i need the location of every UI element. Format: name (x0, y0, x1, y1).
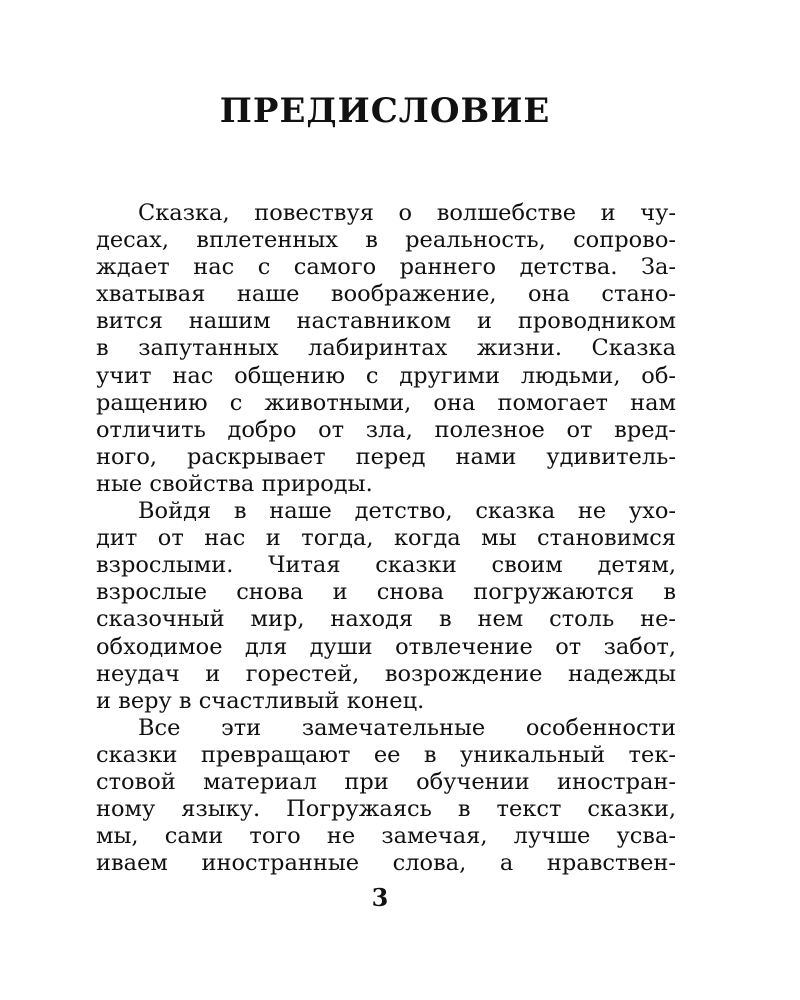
text-line: и веру в счастливый конец. (96, 687, 425, 714)
text-line: взрослыми. Читая сказки своим детям, (96, 552, 676, 579)
text-line: в запутанных лабиринтах жизни. Сказка (96, 335, 676, 362)
text-line: ращению с животными, она помогает нам (96, 389, 676, 416)
preface-text (96, 200, 676, 877)
text-line: обходимое для души отвлечение от забот, (96, 633, 676, 660)
text-line: десах, вплетенных в реальность, сопрово- (96, 227, 676, 254)
text-line: отличить добро от зла, полезное от вред- (96, 416, 676, 443)
text-line: учит нас общению с другими людьми, об- (96, 362, 676, 389)
page-number: 3 (371, 883, 389, 912)
text-line: мы, сами того не замечая, лучше усва- (96, 823, 676, 850)
text-line: ждает нас с самого раннего детства. За- (96, 254, 676, 281)
page-title: ПРЕДИСЛОВИЕ (219, 91, 551, 131)
text-line: вится нашим наставником и проводником (96, 308, 676, 335)
text-line: ного, раскрывает перед нами удивитель- (96, 443, 676, 470)
text-line: взрослые снова и снова погружаются в (96, 579, 676, 606)
text-line: ные свойства природы. (96, 470, 373, 497)
text-line: дит от нас и тогда, когда мы становимся (96, 525, 676, 552)
text-line: стовой материал при обучении иностран- (96, 768, 676, 795)
text-line: сказочный мир, находя в нем столь не- (96, 606, 676, 633)
text-line: Войдя в наше детство, сказка не ухо- (138, 498, 676, 525)
text-line: иваем иностранные слова, а нравствен- (96, 850, 676, 877)
text-line: ному языку. Погружаясь в текст сказки, (96, 796, 676, 823)
text-line: Все эти замечательные особенности (138, 714, 676, 741)
text-line: неудач и горестей, возрождение надежды (96, 660, 676, 687)
text-line: хватывая наше воображение, она стано- (96, 281, 676, 308)
text-line: Сказка, повествуя о волшебстве и чу- (138, 200, 676, 226)
text-line: сказки превращают ее в уникальный тек- (96, 741, 676, 768)
